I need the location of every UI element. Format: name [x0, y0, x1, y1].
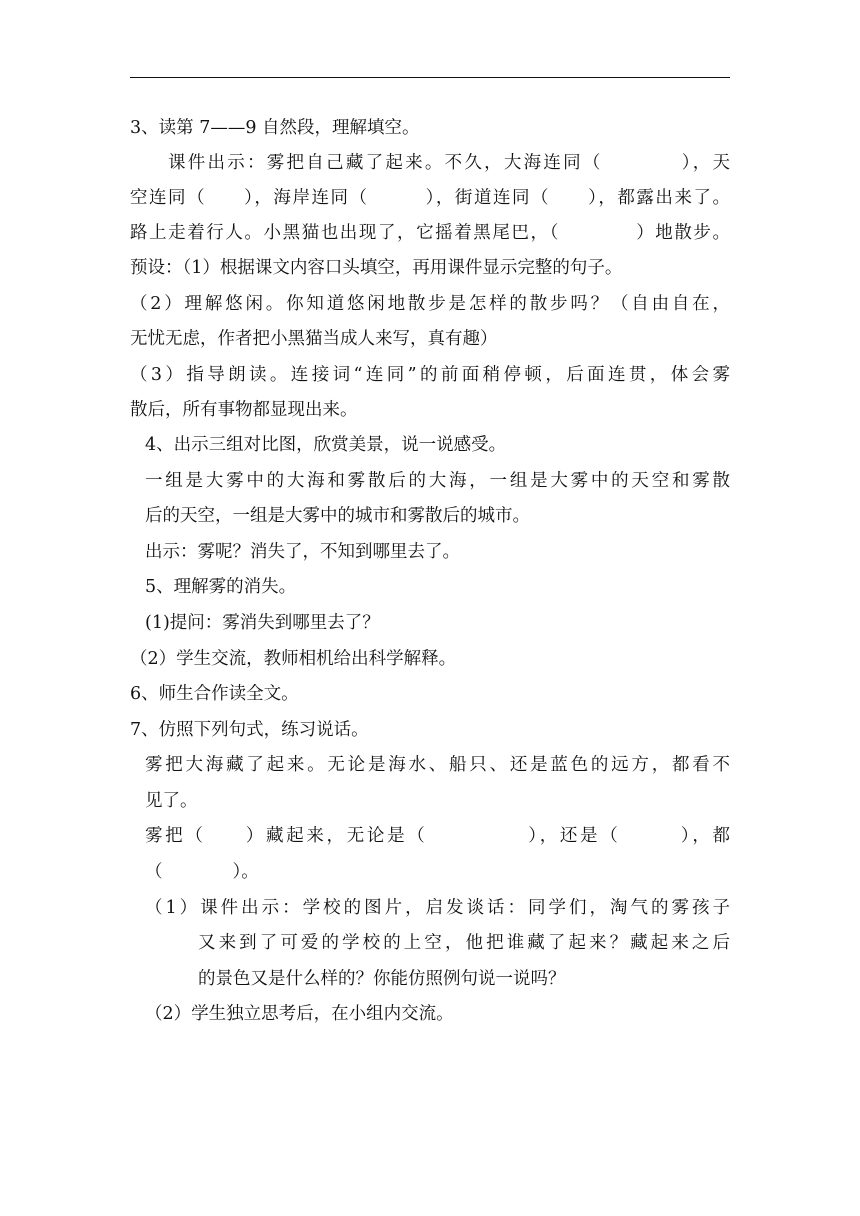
text-line: 见了。	[145, 791, 198, 811]
text-line: 课件出示：雾把自己藏了起来。不久，大海连同（ ），天	[168, 153, 730, 173]
text-line: （2）理解悠闲。你知道悠闲地散步是怎样的散步吗？（自由自在，	[130, 294, 730, 314]
text-line: （ ）。	[145, 862, 259, 882]
text-line: 预设：（1）根据课文内容口头填空，再用课件显示完整的句子。	[130, 258, 623, 278]
text-line: (1)提问：雾消失到哪里去了？	[145, 613, 380, 633]
list-item: （2）学生独立思考后，在小组内交流。	[145, 1004, 454, 1024]
text-line: 散后，所有事物都显现出来。	[130, 400, 358, 420]
text-line: 后的天空，一组是大雾中的城市和雾散后的城市。	[145, 506, 530, 526]
list-item: 又来到了可爱的学校的上空，他把谁藏了起来？藏起来之后	[198, 933, 730, 953]
text-line: （3）指导朗读。连接词“连同”的前面稍停顿，后面连贯，体会雾	[130, 365, 730, 385]
header-rule	[130, 77, 730, 78]
text-line: 雾把（ ）藏起来，无论是（ ），还是（ ），都	[145, 826, 730, 846]
text-line: 3、读第 7——9 自然段，理解填空。	[130, 118, 420, 138]
section-heading: 4、出示三组对比图，欣赏美景，说一说感受。	[145, 435, 507, 455]
list-item: 的景色又是什么样的？你能仿照例句说一说吗？	[198, 969, 566, 989]
text-line: 无忧无虑，作者把小黑猫当成人来写，真有趣）	[130, 329, 498, 349]
text-line: 出示：雾呢？消失了，不知到哪里去了。	[145, 542, 460, 562]
text-line: 一组是大雾中的大海和雾散后的大海，一组是大雾中的天空和雾散	[145, 471, 730, 491]
text-line: 雾把大海藏了起来。无论是海水、船只、还是蓝色的远方，都看不	[145, 755, 730, 775]
section-heading: 6、师生合作读全文。	[130, 684, 299, 704]
list-item: （1）课件出示：学校的图片，启发谈话：同学们，淘气的雾孩子	[145, 898, 730, 918]
text-line: 路上走着行人。小黑猫也出现了，它摇着黑尾巴，（ ）地散步。	[130, 223, 730, 243]
text-line: （2）学生交流，教师相机给出科学解释。	[130, 649, 457, 669]
section-heading: 7、仿照下列句式，练习说话。	[130, 720, 369, 740]
section-heading: 5、理解雾的消失。	[145, 577, 297, 597]
text-line: 空连同（ ），海岸连同（ ），街道连同（ ），都露出来了。	[130, 188, 730, 208]
